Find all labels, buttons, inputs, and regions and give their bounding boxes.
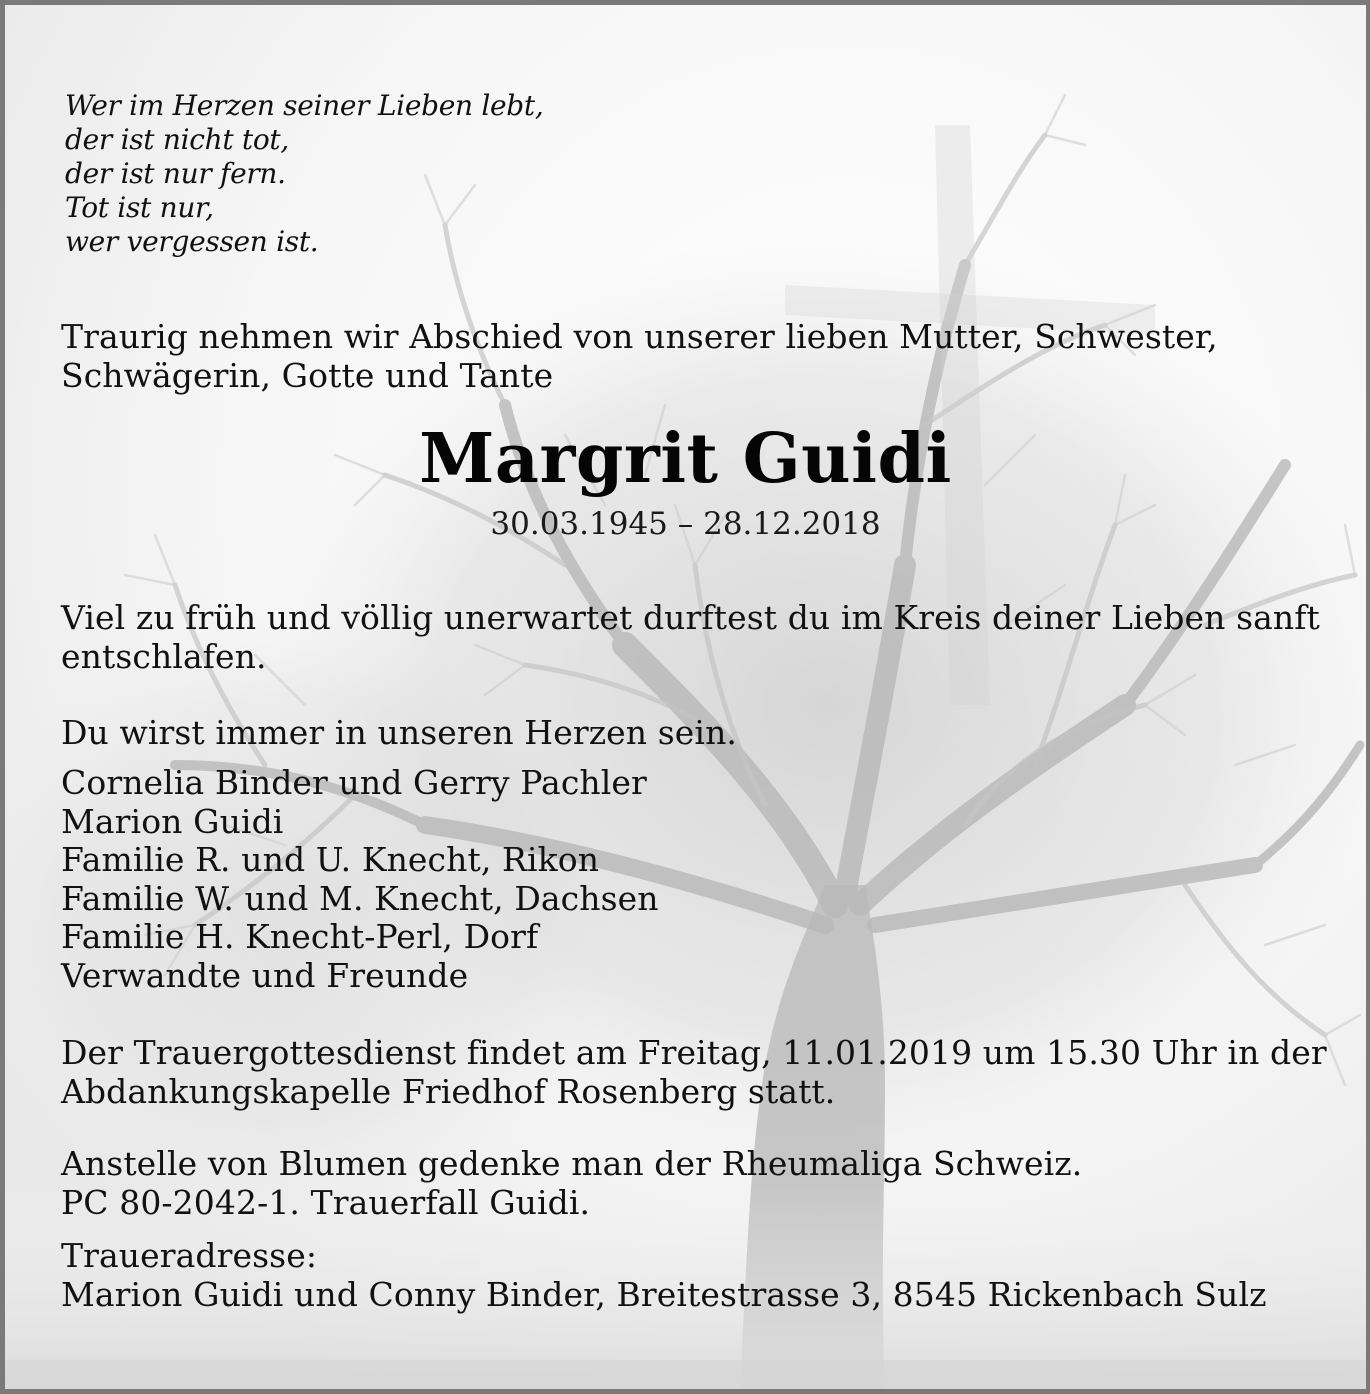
mourner-entry: Verwandte und Freunde <box>61 955 469 995</box>
donation-line: PC 80-2042-1. Trauerfall Guidi. <box>61 1182 591 1222</box>
deceased-name: Margrit Guidi <box>419 419 952 499</box>
intro-paragraph <box>61 318 1218 395</box>
closing-line: Du wirst immer in unseren Herzen sein. <box>61 713 738 752</box>
mourner-entry: Familie R. und U. Knecht, Rikon <box>61 840 600 879</box>
intro-line: Schwägerin, Gotte und Tante <box>61 355 554 395</box>
address-line: Marion Guidi und Conny Binder, Breitestrasse 3, 8545 Rickenbach Sulz <box>61 1274 1267 1314</box>
closing-sentence <box>61 714 737 753</box>
mourning-address <box>61 1237 1267 1314</box>
mourner-entry: Familie W. und M. Knecht, Dachsen <box>61 878 659 918</box>
donation-info <box>61 1145 1082 1222</box>
poem-line: Wer im Herzen seiner Lieben lebt, <box>65 89 544 122</box>
address-label: Traueradresse: <box>61 1236 318 1275</box>
poem-line: Tot ist nur, <box>65 191 214 224</box>
mourner-entry: Marion Guidi <box>61 801 284 841</box>
life-dates: 30.03.1945 – 28.12.2018 <box>490 506 881 542</box>
message-line: Viel zu früh und völlig unerwartet durftest du im Kreis deiner Lieben sanft <box>61 598 1320 637</box>
mourner-entry: Cornelia Binder und Gerry Pachler <box>61 763 647 802</box>
funeral-service-info <box>61 1034 1327 1111</box>
intro-line: Traurig nehmen wir Abschied von unserer lieben Mutter, Schwester, <box>61 317 1218 356</box>
mourner-entry: Familie H. Knecht-Perl, Dorf <box>61 917 539 956</box>
service-line: Der Trauergottesdienst findet am Freitag, 11.01.2019 um 15.30 Uhr in der <box>61 1033 1327 1072</box>
farewell-message <box>61 599 1320 676</box>
message-line: entschlafen. <box>61 636 267 676</box>
mourners-list <box>61 764 659 995</box>
donation-line: Anstelle von Blumen gedenke man der Rheumaliga Schweiz. <box>61 1144 1083 1183</box>
poem-quote <box>65 89 543 259</box>
poem-line: wer vergessen ist. <box>65 225 319 258</box>
poem-line: der ist nicht tot, <box>65 123 289 156</box>
service-line: Abdankungskapelle Friedhof Rosenberg statt. <box>61 1071 836 1111</box>
poem-line: der ist nur fern. <box>65 157 286 190</box>
